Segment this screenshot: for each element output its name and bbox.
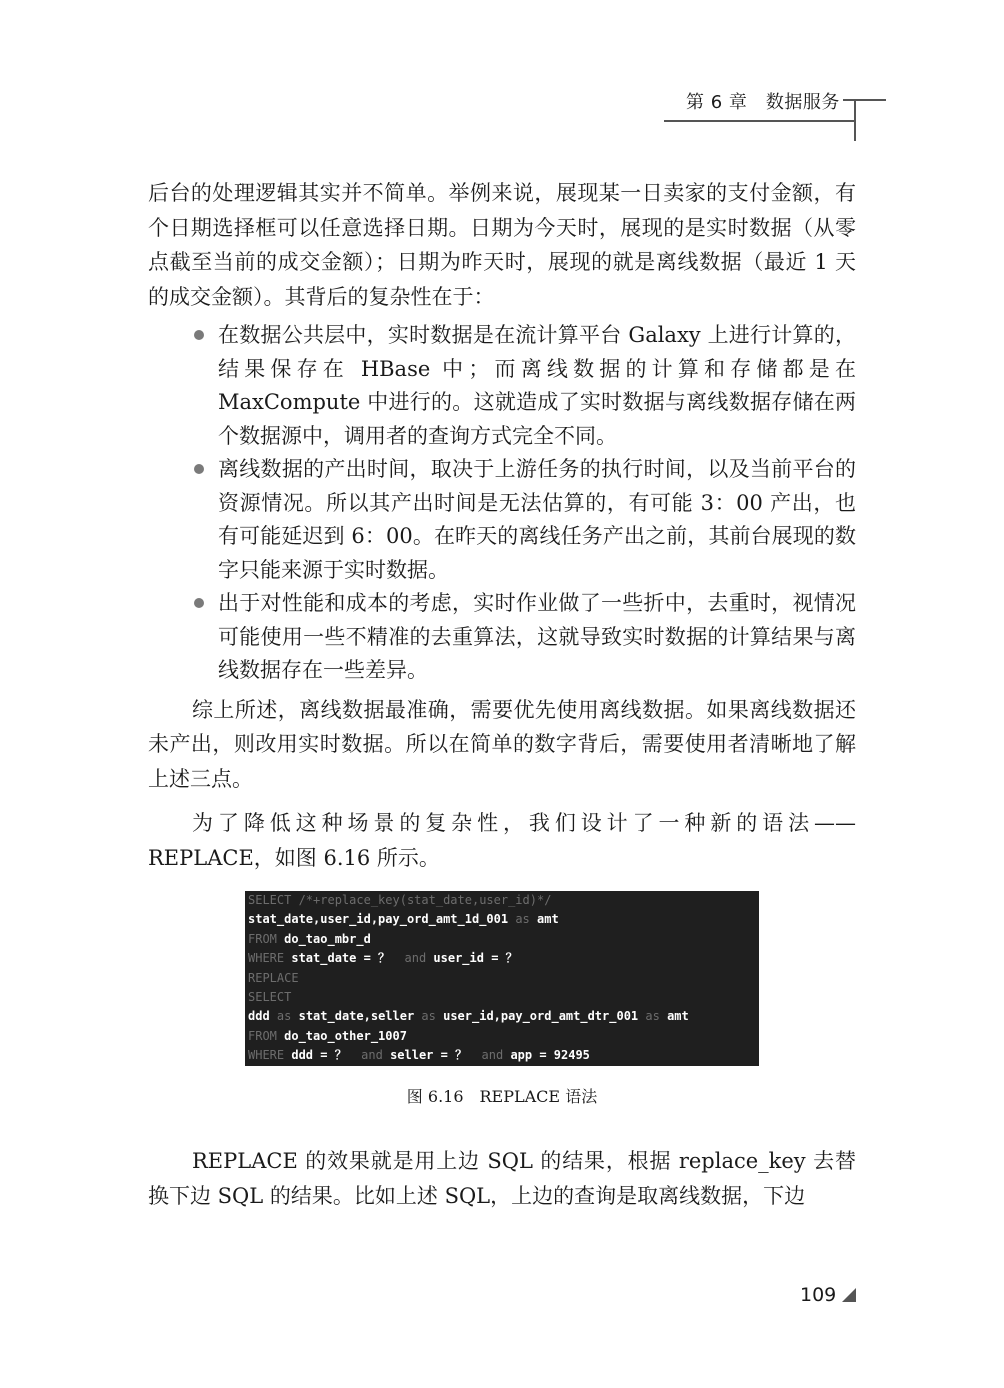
code-token: seller = ？ xyxy=(390,1048,475,1063)
paragraph: 为了降低这种场景的复杂性，我们设计了一种新的语法——REPLACE，如图 6.16 所示。 xyxy=(148,811,856,870)
bullet-item xyxy=(218,319,856,453)
page-number: 109 xyxy=(800,1284,837,1306)
code-token: user_id,pay_ord_amt_dtr_001 xyxy=(443,1009,639,1024)
paragraph: 后台的处理逻辑其实并不简单。举例来说，展现某一日卖家的支付金额，有个日期选择框可以任意选择日期。日期为今天时，展现的是实时数据（从零点截至当前的成交金额）；日期为昨天时，展现的就是离线数据（最近 1 天的成交金额）。其背后的复杂性在于： xyxy=(148,181,856,309)
code-line xyxy=(248,910,759,929)
code-keyword: and xyxy=(353,1048,391,1063)
code-token: user_id = ？ xyxy=(433,951,518,966)
code-keyword: and xyxy=(474,1048,511,1063)
code-token: do_tao_other_1007 xyxy=(284,1028,407,1043)
body-text xyxy=(148,176,856,875)
bullet-dot-icon xyxy=(194,464,204,474)
header-rule xyxy=(664,120,856,122)
page-corner-triangle-icon xyxy=(842,1288,856,1302)
code-token: amt xyxy=(537,912,559,927)
figure-caption: 图 6.16 REPLACE 语法 xyxy=(406,1087,598,1106)
bullet-text: 在数据公共层中，实时数据是在流计算平台 Galaxy 上进行计算的，结果保存在 HBase 中；而离线数据的计算和存储都是在 MaxCompute 中进行的。这就造成了实时数据与离线数据存储在两个数据源中，调用者的查询方式完全不同。 xyxy=(218,323,856,448)
code-line xyxy=(248,1007,759,1026)
code-line xyxy=(248,1046,759,1065)
code-token: amt xyxy=(667,1009,689,1024)
body-text-lower xyxy=(148,1144,856,1213)
code-keyword: WHERE xyxy=(248,951,292,966)
chapter-header: 第 6 章 数据服务 xyxy=(686,92,840,113)
code-line xyxy=(248,891,759,910)
code-keyword: and xyxy=(397,951,434,966)
code-keyword: as xyxy=(508,912,537,927)
code-keyword: FROM xyxy=(248,931,285,946)
bullet-list xyxy=(148,319,856,688)
header-rule-short xyxy=(843,99,886,101)
code-line xyxy=(248,969,759,988)
code-line xyxy=(248,949,759,968)
code-line xyxy=(248,1027,759,1046)
code-keyword: as xyxy=(414,1009,444,1024)
paragraph: 综上所述，离线数据最准确，需要优先使用离线数据。如果离线数据还未产出，则改用实时数据。所以在简单的数字背后，需要使用者清晰地了解上述三点。 xyxy=(148,697,856,791)
header-rule-vertical xyxy=(854,99,856,141)
code-token: app = 92495 xyxy=(510,1048,590,1063)
code-line xyxy=(248,988,759,1007)
code-line xyxy=(248,930,759,949)
code-token: ddd xyxy=(248,1009,270,1024)
bullet-text: 出于对性能和成本的考虑，实时作业做了一些折中，去重时，视情况可能使用一些不精准的去重算法，这就导致实时数据的计算结果与离线数据存在一些差异。 xyxy=(218,591,856,682)
bullet-text: 离线数据的产出时间，取决于上游任务的执行时间，以及当前平台的资源情况。所以其产出时间是无法估算的，有可能 3：00 产出，也有可能延迟到 6：00。在昨天的离线任务产出之前，其前台展现的数字只能来源于实时数据。 xyxy=(218,457,856,582)
code-keyword: SELECT xyxy=(248,989,292,1004)
bullet-item xyxy=(218,453,856,587)
bullet-item xyxy=(218,587,856,688)
code-keyword: as xyxy=(269,1009,299,1024)
code-token: stat_date = ？ xyxy=(291,951,398,966)
code-token: ddd = ？ xyxy=(291,1048,354,1063)
code-token: stat_date,user_id,pay_ord_amt_1d_001 xyxy=(248,912,509,927)
code-keyword: as xyxy=(638,1009,668,1024)
code-token: do_tao_mbr_d xyxy=(284,931,371,946)
paragraph: REPLACE 的效果就是用上边 SQL 的结果，根据 replace_key 去替换下边 SQL 的结果。比如上述 SQL，上边的查询是取离线数据，下边 xyxy=(148,1149,856,1208)
code-token: stat_date,seller xyxy=(298,1009,415,1024)
bullet-dot-icon xyxy=(194,598,204,608)
code-keyword: SELECT /*+replace_key(stat_date,user_id)*/ xyxy=(248,893,552,907)
code-keyword: REPLACE xyxy=(248,970,299,985)
code-keyword: WHERE xyxy=(248,1048,292,1063)
bullet-dot-icon xyxy=(194,330,204,340)
code-keyword: FROM xyxy=(248,1028,285,1043)
sql-code-figure xyxy=(245,891,759,1066)
